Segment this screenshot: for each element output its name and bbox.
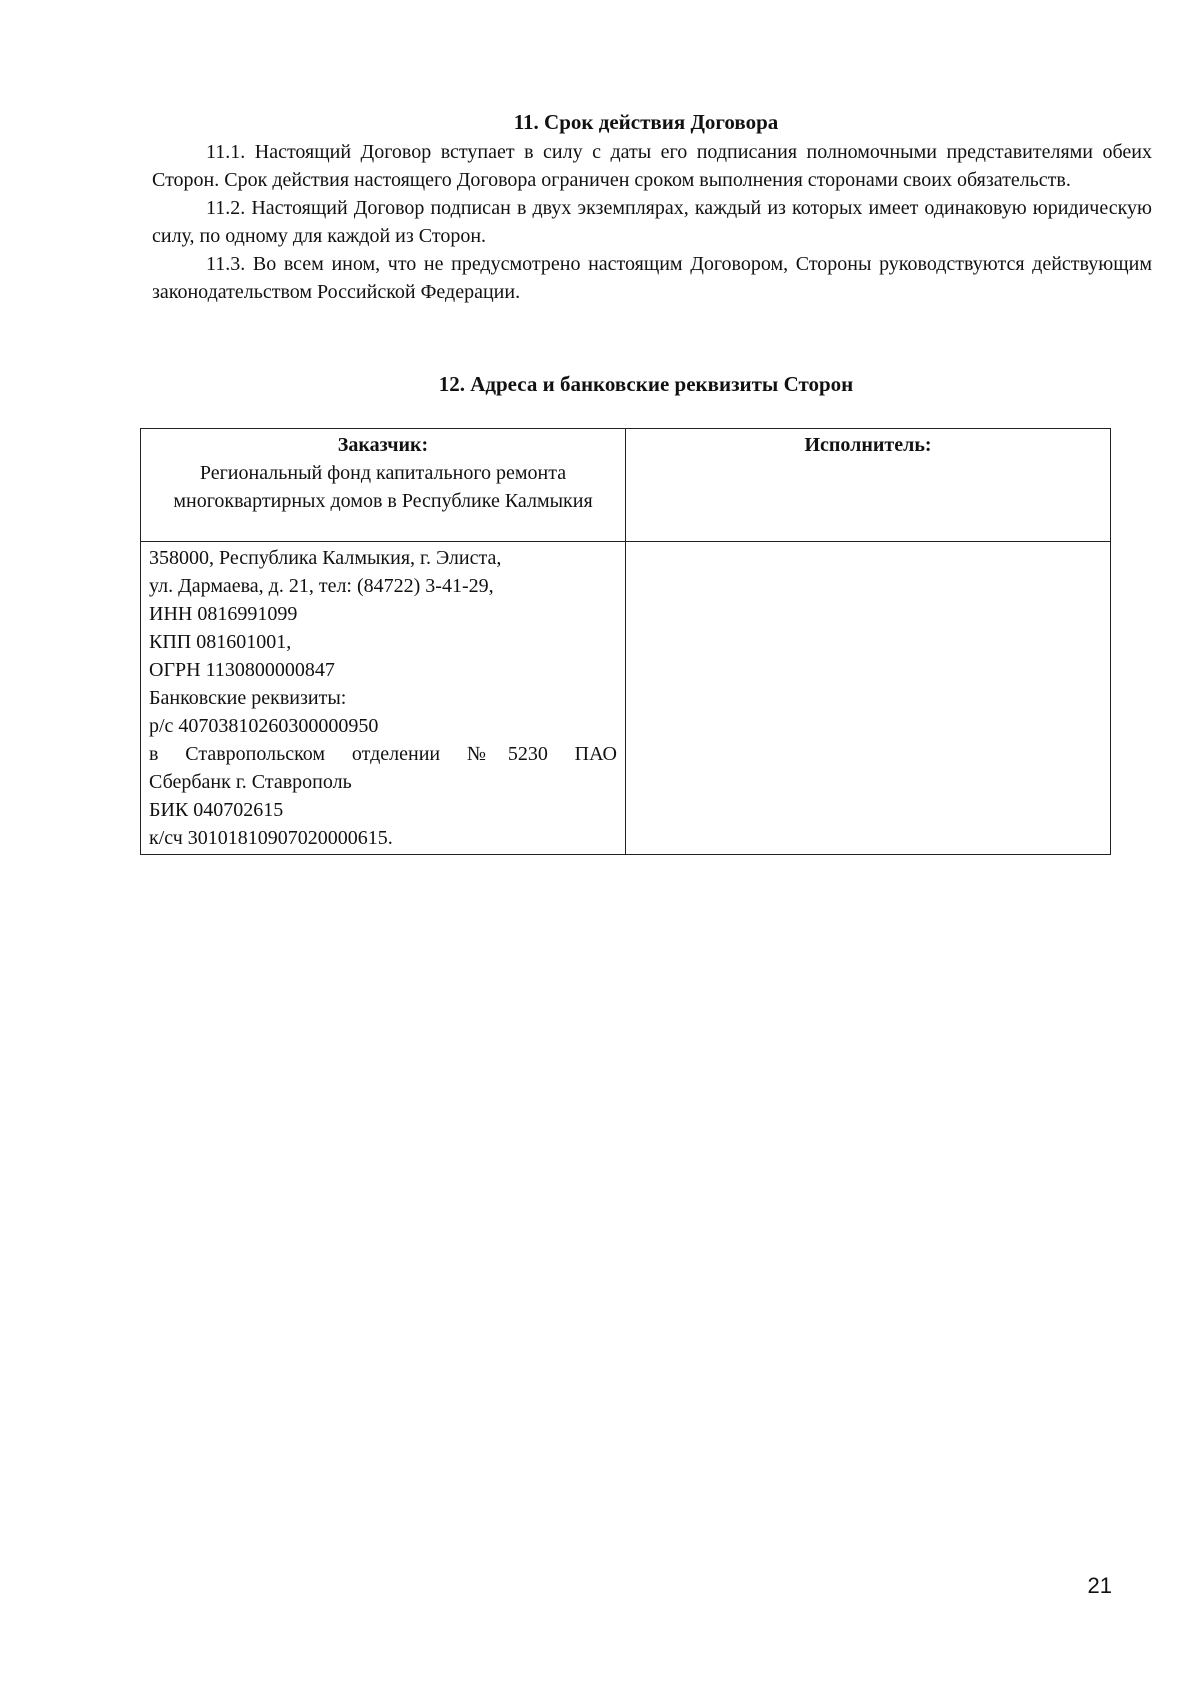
contractor-role-label: Исполнитель: [804,434,932,456]
contractor-details-cell [626,542,1111,855]
customer-organization: Региональный фонд капитального ремонта многоквартирных домов в Республике Калмыкия [173,462,593,512]
customer-address-line-1: 358000, Республика Калмыкия, г. Элиста, [149,547,502,569]
customer-bank-branch: в Ставропольском отделении №5230 ПАО [149,743,617,765]
customer-header-cell [141,429,626,542]
customer-bank-details-label: Банковские реквизиты: [149,687,347,709]
customer-address-line-2: ул. Дармаева, д. 21, тел: (84722) 3-41-29, [149,575,494,597]
table-header-row [141,429,1111,542]
contractor-header-cell [626,429,1111,542]
section-11-body [152,138,1152,306]
customer-settlement-account: р/с 40703810260300000950 [149,715,379,737]
table-details-row [141,542,1111,855]
clause-11-3: 11.3. Во всем ином, что не предусмотрено настоящим Договором, Стороны руководствуются действующим законодательством Российской Федерации. [152,253,1152,303]
clause-11-1: 11.1. Настоящий Договор вступает в силу с даты его подписания полномочными представителями обеих Сторон. Срок действия настоящего Договора ограничен сроком выполнения сторонами своих обязательств. [152,141,1152,191]
page-number: 21 [1087,1573,1112,1598]
clause-11-2: 11.2. Настоящий Договор подписан в двух экземплярах, каждый из которых имеет одинаковую юридическую силу, по одному для каждой из Сторон. [152,197,1152,247]
customer-inn: ИНН 0816991099 [149,603,298,625]
customer-bank-name: Сбербанк г. Ставрополь [149,771,352,793]
section-11-title: 11. Срок действия Договора [513,110,779,134]
customer-role-label: Заказчик: [337,434,429,456]
customer-kpp: КПП 081601001, [149,631,292,653]
customer-correspondent-account: к/сч 30101810907020000615. [149,827,393,849]
customer-bik: БИК 040702615 [149,799,284,821]
requisites-table [140,428,1111,855]
section-12-title: 12. Адреса и банковские реквизиты Сторон [438,372,854,396]
customer-ogrn: ОГРН 1130800000847 [149,659,335,681]
customer-details-cell [141,542,626,855]
